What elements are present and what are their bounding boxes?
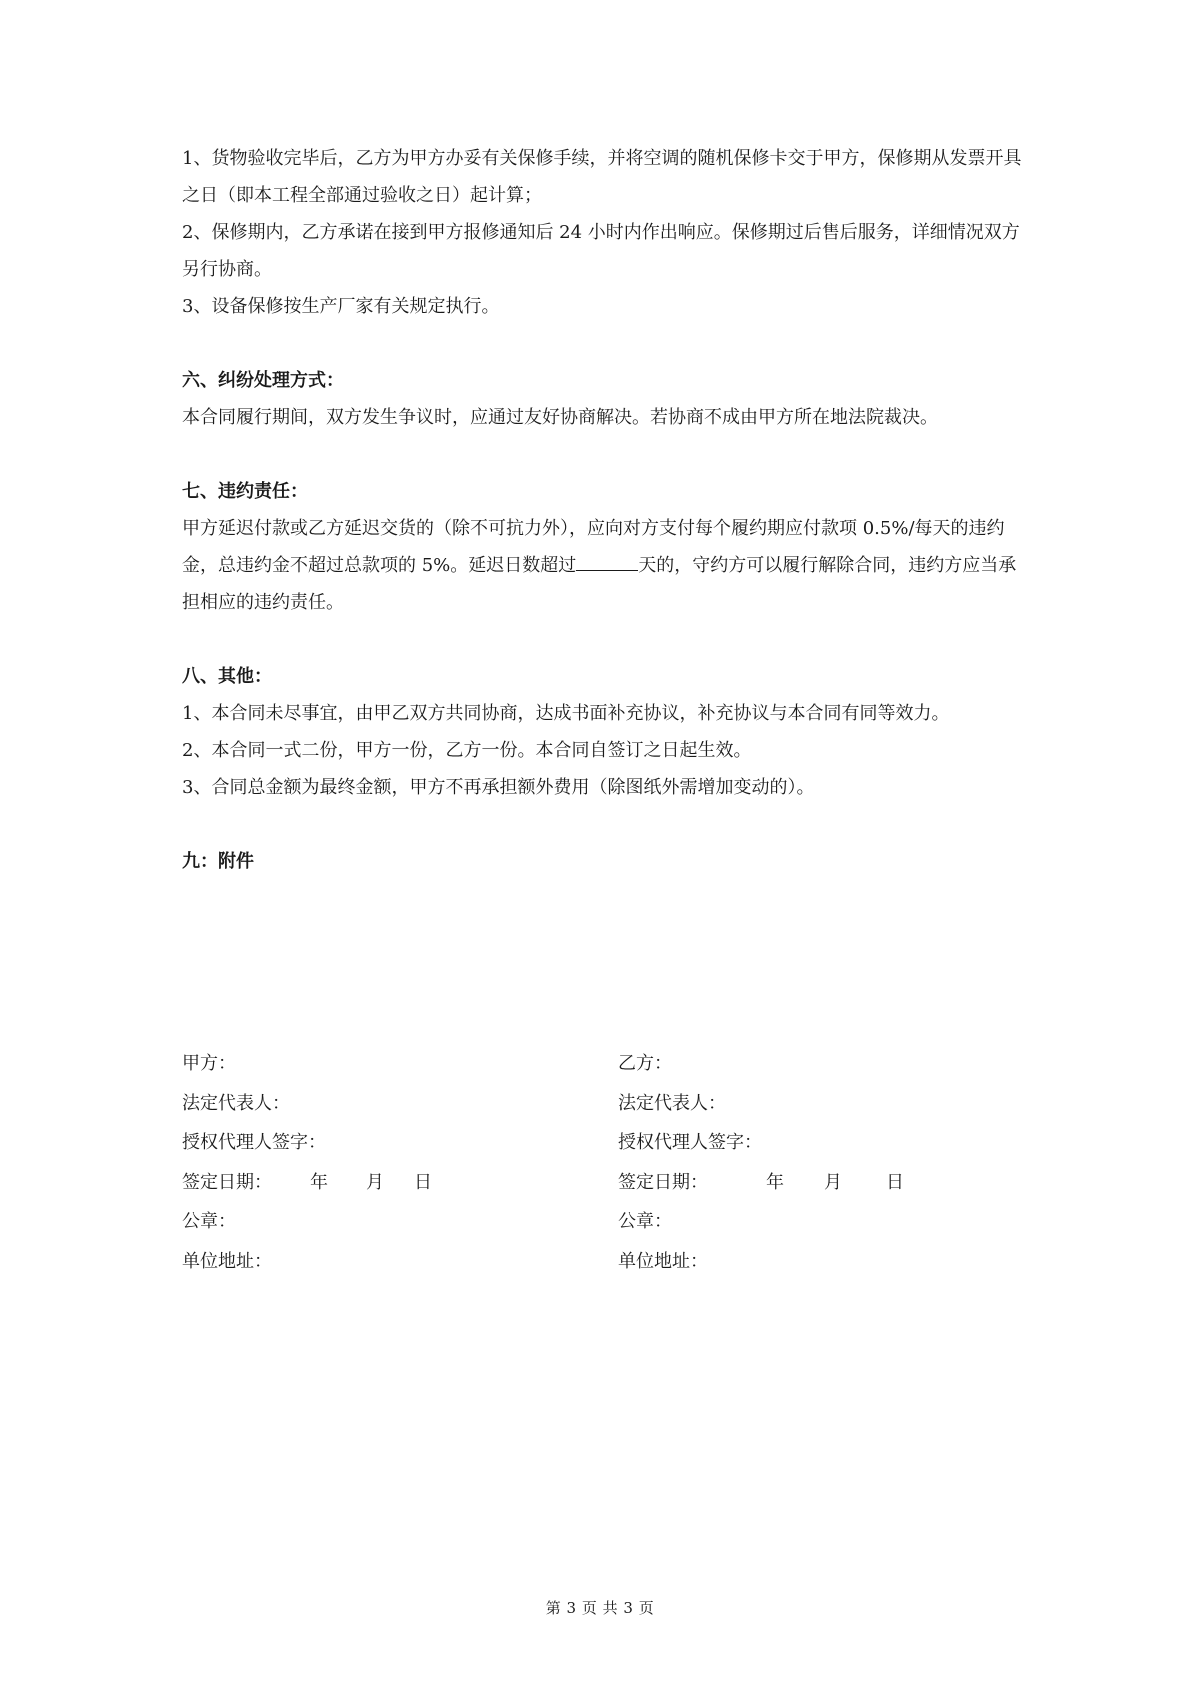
page-number: 第 3 页 共 3 页 bbox=[545, 1599, 655, 1617]
spacer bbox=[182, 806, 1030, 843]
section-6-heading: 六、纠纷处理方式： bbox=[182, 370, 344, 391]
section-8-item-3: 3、合同总金额为最终金额，甲方不再承担额外费用（除图纸外需增加变动的）。 bbox=[182, 777, 815, 798]
party-b-year: 年 bbox=[766, 1171, 784, 1193]
party-a-label: 甲方： bbox=[182, 1053, 236, 1074]
section-7-heading: 七、违约责任： bbox=[182, 481, 308, 502]
party-b-date-label: 签定日期： bbox=[618, 1171, 708, 1193]
party-b-day: 日 bbox=[886, 1171, 904, 1193]
section-7-text-before: 甲方延迟付款或乙方延迟交货的（除不可抗力外），应向对方支付每个履约期应付款项 0.5%/每天的违约金，总违约金不超过总款项的 5%。延迟日数超过 bbox=[182, 518, 1005, 576]
warranty-item-2: 2、保修期内，乙方承诺在接到甲方报修通知后 24 小时内作出响应。保修期过后售后服务，详细情况双方另行协商。 bbox=[182, 222, 1020, 280]
section-7-text-after: 天的，守约方可以履行解除合同，违约方应当承担相应的违约责任。 bbox=[182, 555, 1017, 613]
party-b-label: 乙方： bbox=[618, 1053, 672, 1074]
signature-row-agent bbox=[182, 1123, 1030, 1163]
party-a-rep-label: 法定代表人： bbox=[182, 1092, 290, 1114]
contract-body bbox=[182, 140, 1030, 880]
party-a-year: 年 bbox=[310, 1171, 328, 1193]
party-a-seal-label: 公章： bbox=[182, 1211, 236, 1232]
spacer bbox=[182, 325, 1030, 362]
party-a-date bbox=[182, 1163, 432, 1203]
party-a-day: 日 bbox=[414, 1171, 432, 1193]
party-b-month: 月 bbox=[824, 1171, 842, 1193]
signature-row-address bbox=[182, 1242, 1030, 1282]
section-8-heading: 八、其他： bbox=[182, 666, 272, 687]
signature-row-seal bbox=[182, 1202, 1030, 1242]
signature-block bbox=[182, 1044, 1030, 1281]
spacer bbox=[182, 621, 1030, 658]
warranty-item-3: 3、设备保修按生产厂家有关规定执行。 bbox=[182, 296, 500, 317]
section-8-item-1: 1、本合同未尽事宜，由甲乙双方共同协商，达成书面补充协议，补充协议与本合同有同等效力。 bbox=[182, 703, 950, 724]
signature-row-rep bbox=[182, 1084, 1030, 1124]
section-9-heading: 九：附件 bbox=[182, 851, 254, 872]
spacer bbox=[182, 436, 1030, 473]
party-b-seal-label: 公章： bbox=[618, 1211, 672, 1232]
party-a-agent-label: 授权代理人签字： bbox=[182, 1132, 326, 1153]
section-6-text: 本合同履行期间，双方发生争议时，应通过友好协商解决。若协商不成由甲方所在地法院裁决。 bbox=[182, 407, 938, 428]
party-a-month: 月 bbox=[366, 1171, 384, 1193]
signature-row-party bbox=[182, 1044, 1030, 1084]
party-b-agent-label: 授权代理人签字： bbox=[618, 1132, 762, 1153]
section-8-item-2: 2、本合同一式二份，甲方一份，乙方一份。本合同自签订之日起生效。 bbox=[182, 740, 752, 761]
party-b-rep-label: 法定代表人： bbox=[618, 1092, 726, 1114]
party-a-date-label: 签定日期： bbox=[182, 1171, 272, 1193]
party-a-address-label: 单位地址： bbox=[182, 1250, 272, 1272]
days-blank-field[interactable] bbox=[576, 552, 638, 571]
warranty-item-1: 1、货物验收完毕后，乙方为甲方办妥有关保修手续，并将空调的随机保修卡交于甲方，保修期从发票开具之日（即本工程全部通过验收之日）起计算； bbox=[182, 148, 1022, 206]
section-7-text bbox=[182, 510, 1030, 621]
party-b-address-label: 单位地址： bbox=[618, 1250, 708, 1272]
party-b-date bbox=[618, 1163, 904, 1203]
signature-row-date bbox=[182, 1163, 1030, 1203]
